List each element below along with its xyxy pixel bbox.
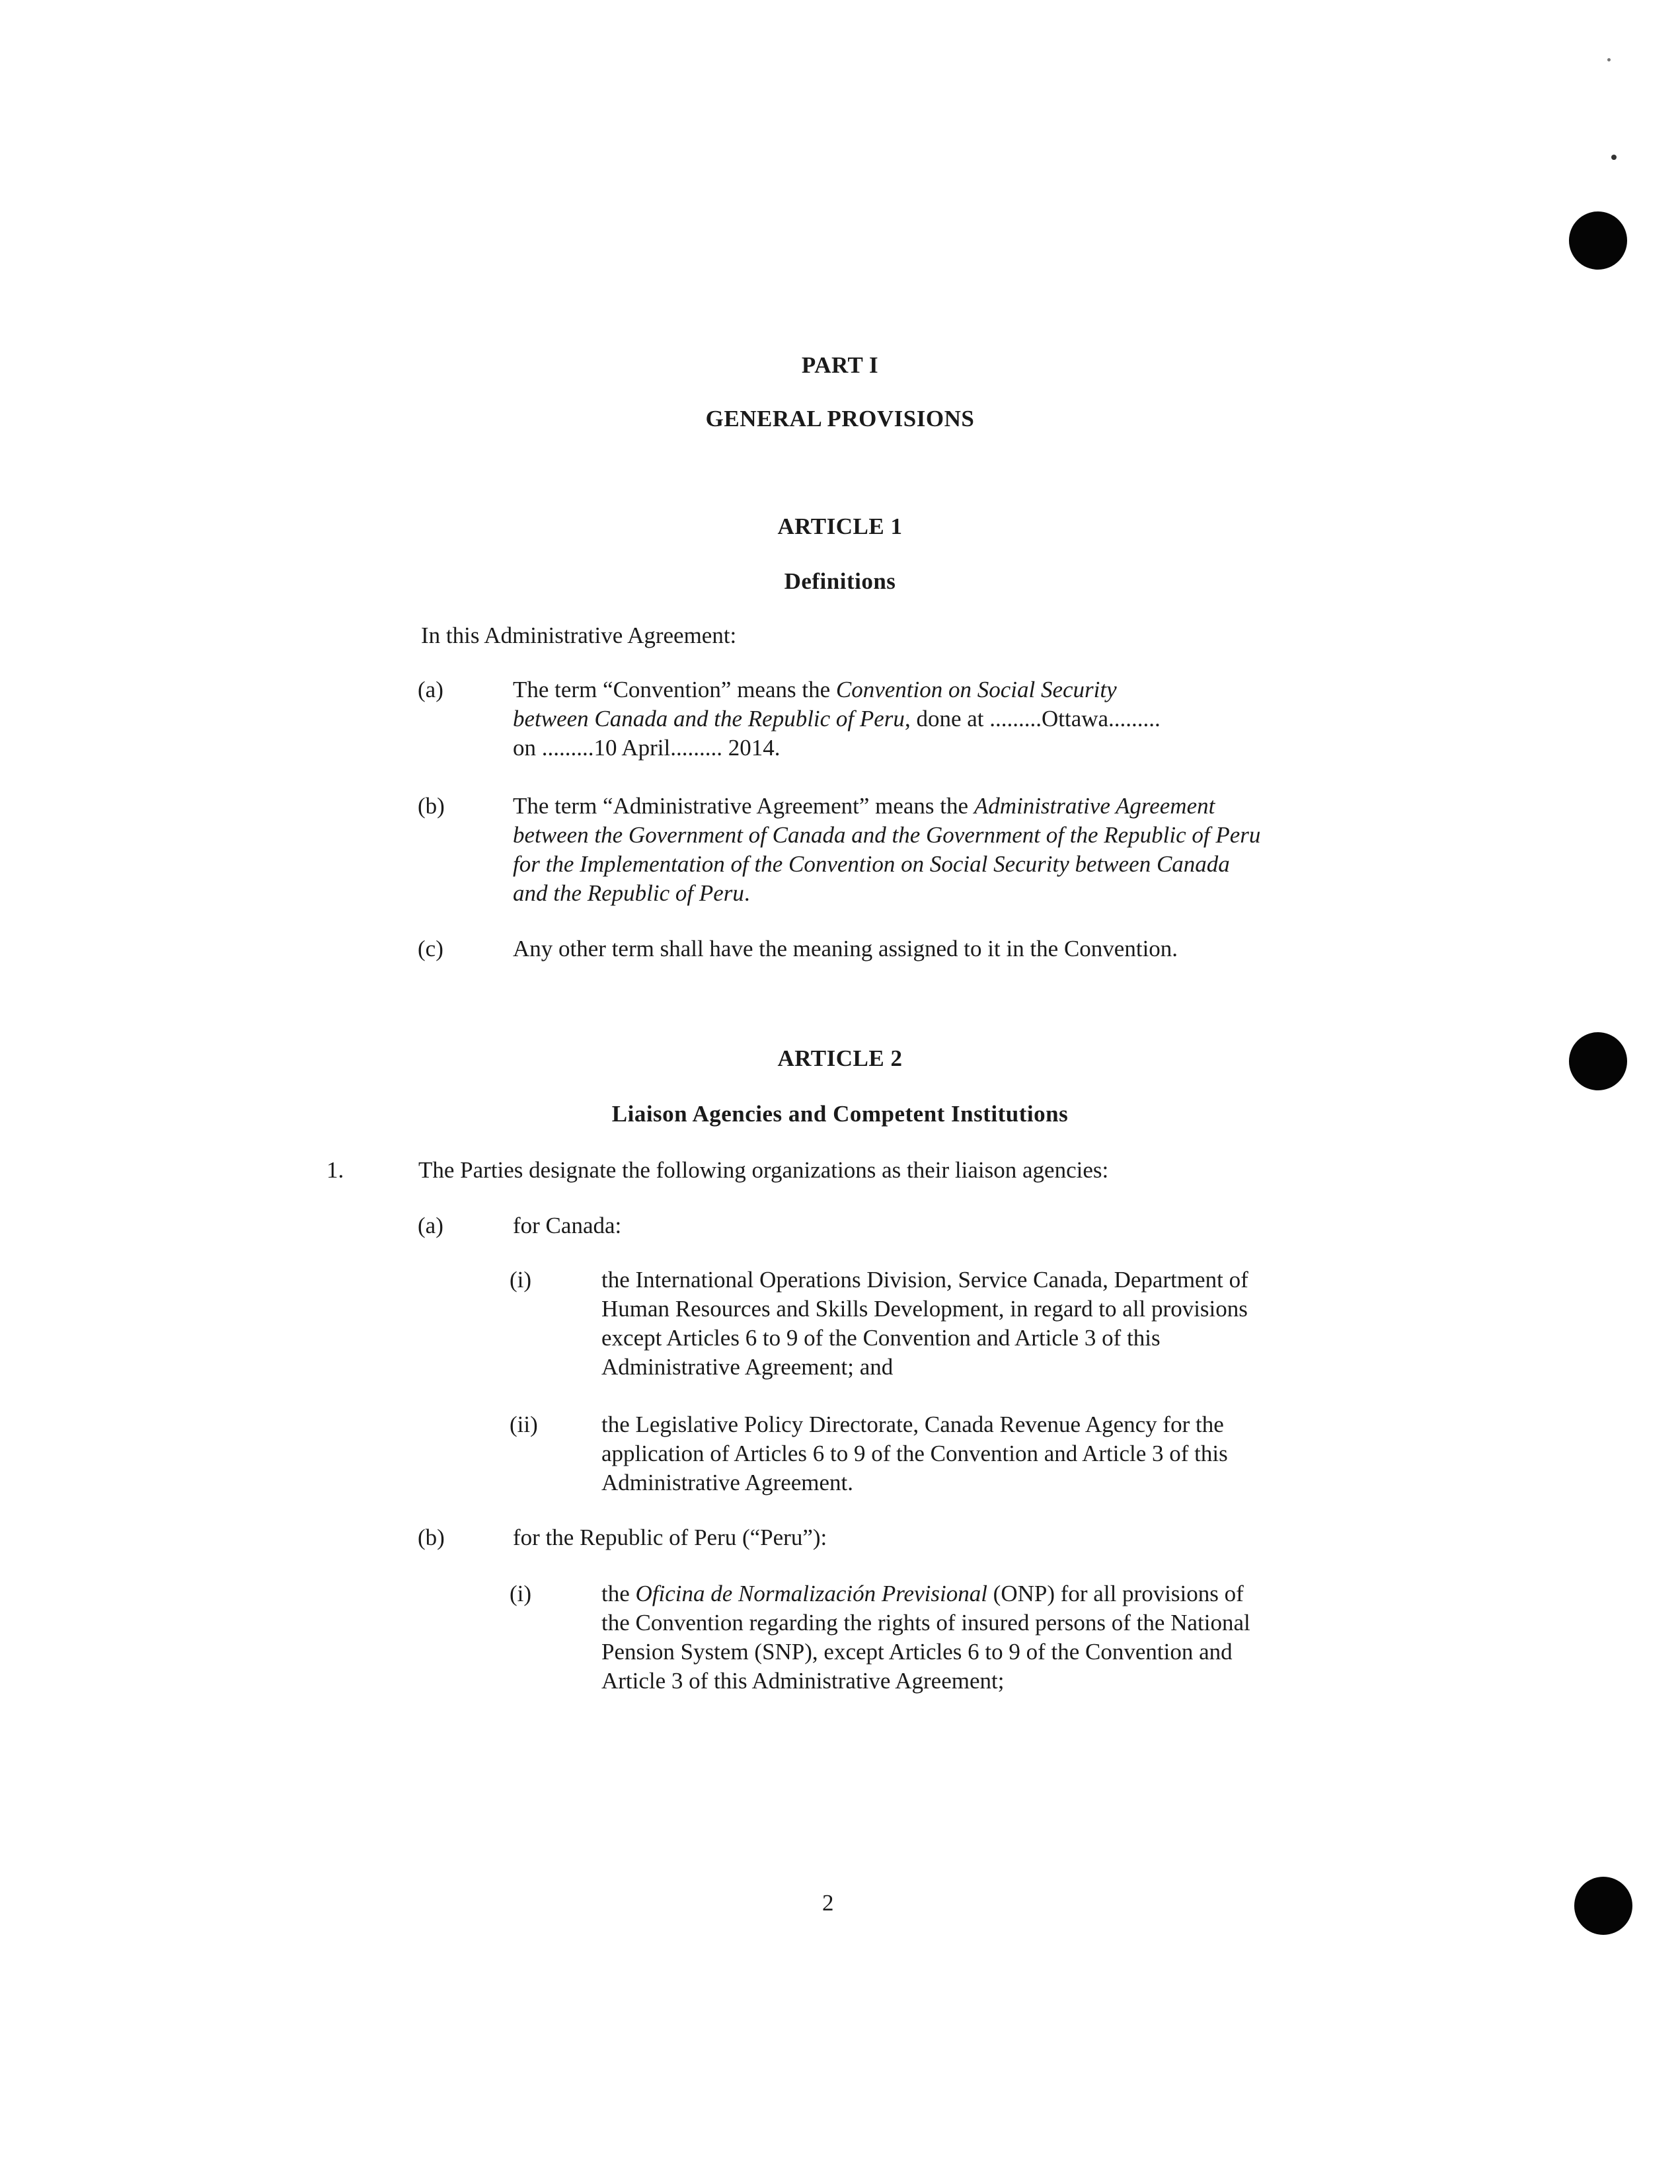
punch-hole-bottom xyxy=(1574,1877,1632,1935)
item-label-c: (c) xyxy=(418,936,443,961)
punch-hole-top xyxy=(1569,211,1627,270)
subitem-label-ii: (ii) xyxy=(510,1412,538,1437)
article-2-heading: ARTICLE 2 xyxy=(777,1045,903,1071)
for-peru: for the Republic of Peru (“Peru”): xyxy=(513,1525,827,1550)
item-label-peru: (b) xyxy=(418,1525,445,1550)
page-number: 2 xyxy=(822,1890,834,1916)
article-2-subheading: Liaison Agencies and Competent Institutions xyxy=(611,1101,1069,1127)
subitem-label-i: (i) xyxy=(510,1267,532,1293)
scan-speck xyxy=(1607,58,1611,61)
paragraph-1-text: The Parties designate the following organizations as their liaison agencies: xyxy=(418,1157,1109,1183)
part-title: PART I xyxy=(801,352,879,378)
article-1-subheading: Definitions xyxy=(784,568,896,594)
article-1-intro: In this Administrative Agreement: xyxy=(421,622,737,648)
canada-liaison-legislative-policy: the Legislative Policy Directorate, Canada Revenue Agency for the application of Articles 6 to 9 of the Convention and Article 3 of this Administrative Agreement. xyxy=(601,1412,1228,1495)
for-canada: for Canada: xyxy=(513,1213,622,1238)
item-label-canada: (a) xyxy=(418,1213,443,1238)
paragraph-number-1: 1. xyxy=(326,1157,344,1183)
peru-liaison-onp: the Oficina de Normalización Previsional (ONP) for all provisions of the Convention regarding the rights of insured persons of the National Pension System (SNP), except Articles 6 to 9 of the Convention and Article 3 of this Administrative Agreement; xyxy=(601,1581,1250,1694)
definition-convention: The term “Convention” means the Convention on Social Security between Canada and the Republic of Peru, done at .........Ottawa......... on .........10 April......... 2014. xyxy=(513,677,1161,761)
canada-liaison-international-operations: the International Operations Division, Service Canada, Department of Human Resources and Skills Development, in regard to all provisions except Articles 6 to 9 of the Convention and Article 3 of this Administrative Agreement; and xyxy=(601,1267,1248,1380)
definition-administrative-agreement: The term “Administrative Agreement” means the Administrative Agreement between the Government of Canada and the Government of the Republic of Peru for the Implementation of the Convention on Social Security between Canada and the Republic of Peru. xyxy=(513,793,1261,906)
definition-other-terms: Any other term shall have the meaning assigned to it in the Convention. xyxy=(513,936,1178,961)
part-subtitle: GENERAL PROVISIONS xyxy=(705,406,975,432)
article-1-heading: ARTICLE 1 xyxy=(777,513,903,539)
subitem-label-peru-i: (i) xyxy=(510,1581,532,1606)
item-label-b: (b) xyxy=(418,793,445,819)
scan-speck xyxy=(1611,155,1617,160)
item-label-a: (a) xyxy=(418,677,443,702)
